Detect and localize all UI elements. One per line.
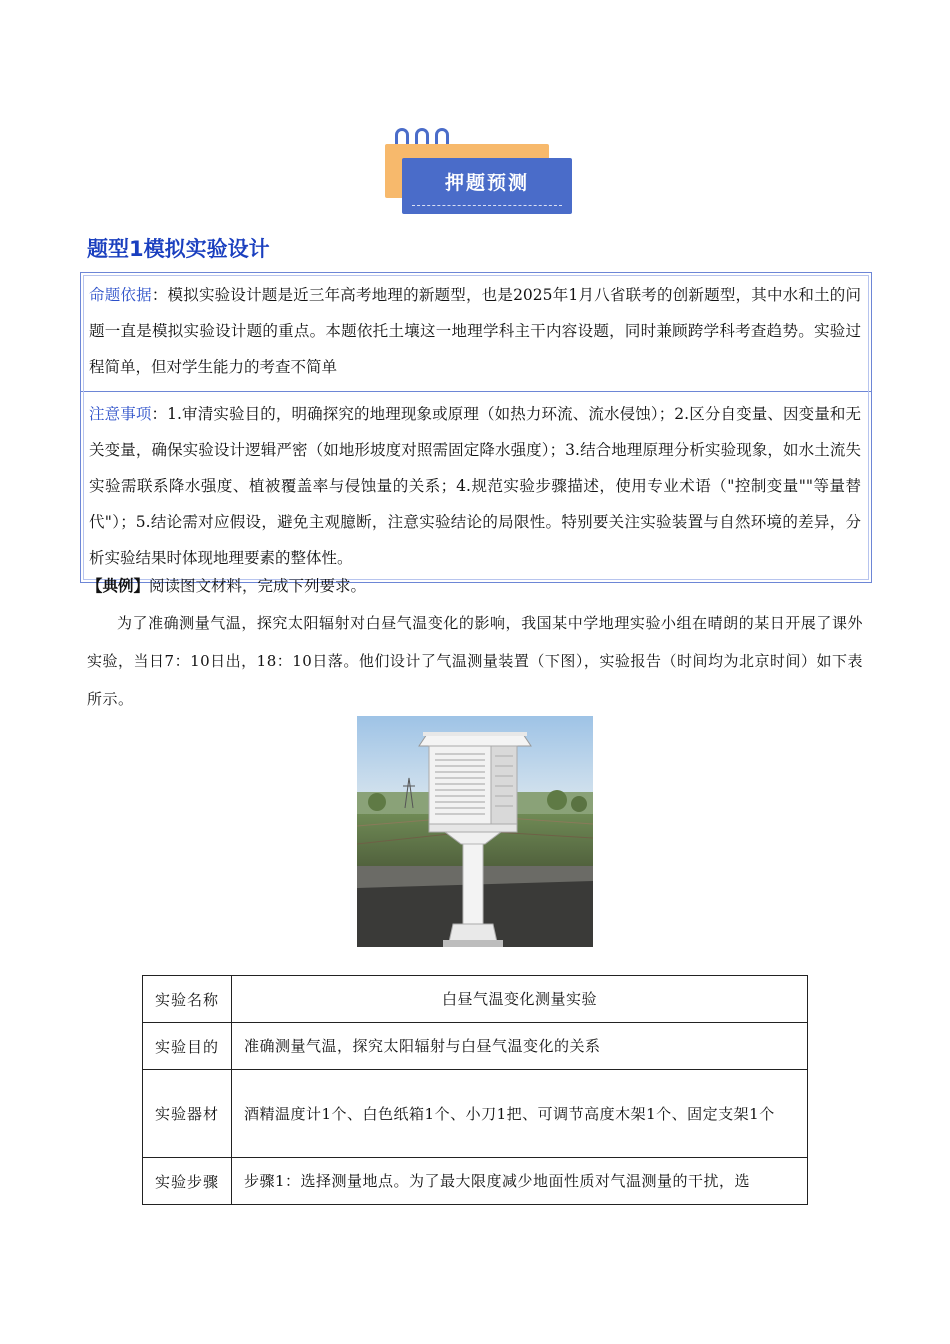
notes-row	[81, 391, 871, 582]
table-row	[143, 1070, 808, 1158]
table-value: 步骤1：选择测量地点。为了最大限度减少地面性质对气温测量的干扰，选	[232, 1158, 808, 1205]
table-value: 白昼气温变化测量实验	[232, 976, 808, 1023]
example-heading	[87, 574, 366, 596]
table-row	[143, 976, 808, 1023]
table-value: 准确测量气温，探究太阳辐射与白昼气温变化的关系	[232, 1023, 808, 1070]
basis-label: 命题依据	[89, 286, 152, 304]
table-value: 酒精温度计1个、白色纸箱1个、小刀1把、可调节高度木架1个、固定支架1个	[232, 1070, 808, 1158]
notes-text: ：1.审清实验目的，明确探究的地理现象或原理（如热力环流、流水侵蚀）；2.区分自变量、因变量和无关变量，确保实验设计逻辑严密（如地形坡度对照需固定降水强度）；3.结合地理原理分析实验现象，如水土流失实验需联系降水强度、植被覆盖率与侵蚀量的关系；4.规范实验步骤描述，使用专业术语（"控制变量""等量替代"）；5.结论需对应假设，避免主观臆断，注意实验结论的局限性。特别要关注实验装置与自然环境的差异，分析实验结果时体现地理要素的整体性。	[89, 405, 861, 567]
section-banner	[385, 128, 573, 220]
example-tag: 【典例】	[87, 576, 150, 595]
table-key: 实验目的	[143, 1023, 232, 1070]
banner-label: 押题预测	[444, 172, 529, 194]
experiment-table	[142, 975, 808, 1205]
section-title: 题型1模拟实验设计	[87, 237, 270, 261]
table-key: 实验步骤	[143, 1158, 232, 1205]
example-instruction: 阅读图文材料，完成下列要求。	[149, 577, 367, 595]
notes-label: 注意事项	[89, 405, 152, 423]
table-key: 实验器材	[143, 1070, 232, 1158]
example-passage: 为了准确测量气温，探究太阳辐射对白昼气温变化的影响，我国某中学地理实验小组在晴朗的某日开展了课外实验，当日7：10日出，18：10日落。他们设计了气温测量装置（下图），实验报告（时间均为北京时间）如下表所示。	[87, 614, 863, 708]
instrument-shelter-photo	[357, 716, 593, 947]
table-key: 实验名称	[143, 976, 232, 1023]
basis-row	[81, 273, 871, 391]
basis-text: ：模拟实验设计题是近三年高考地理的新题型，也是2025年1月八省联考的创新题型，其中水和土的问题一直是模拟实验设计题的重点。本题依托土壤这一地理学科主干内容设题，同时兼顾跨学科考查趋势。实验过程简单，但对学生能力的考查不简单	[89, 286, 861, 376]
table-row	[143, 1023, 808, 1070]
info-box	[80, 272, 872, 583]
table-row	[143, 1158, 808, 1205]
